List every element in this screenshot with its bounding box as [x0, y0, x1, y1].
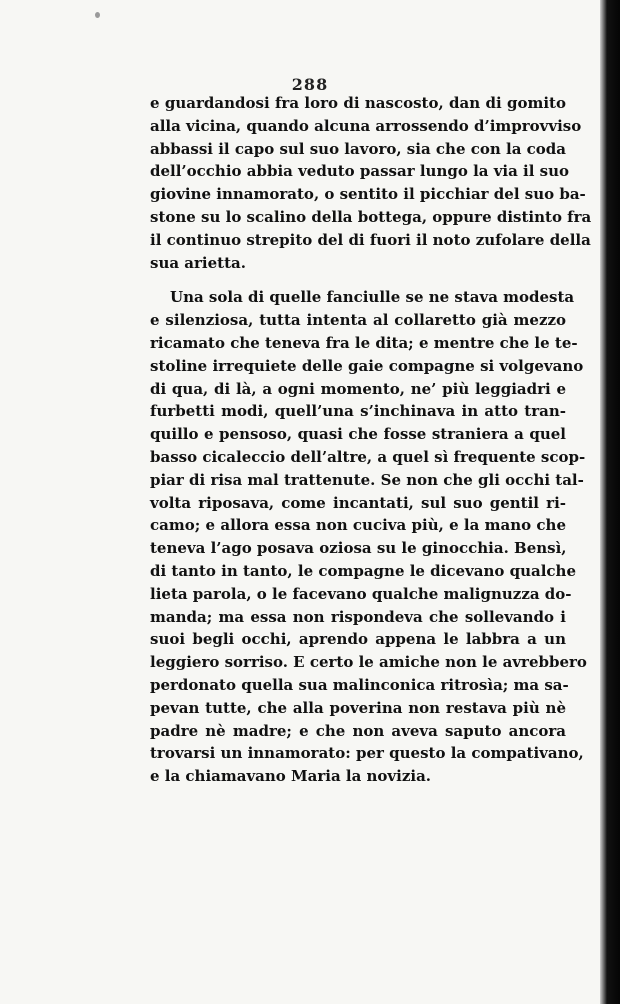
ink-speck	[95, 12, 100, 18]
text-line: ricamato che teneva fra le dita; e mentre che le te-	[150, 333, 578, 352]
text-line: e silenziosa, tutta intenta al collaretto già mezzo	[150, 311, 566, 330]
text-line: furbetti modi, quell’una s’inchinava in atto tran-	[150, 402, 566, 421]
text-line: camo; e allora essa non cuciva più, e la mano che	[150, 516, 566, 535]
text-line: lieta parola, o le facevano qualche malignuzza do-	[150, 584, 572, 603]
text-line: sua arietta.	[150, 253, 246, 272]
text-line: dell’occhio abbia veduto passar lungo la via il suo	[150, 162, 570, 181]
text-line: manda; ma essa non rispondeva che sollevando i	[150, 607, 566, 626]
text-line: il continuo strepito del di fuori il noto zufolare della	[150, 230, 591, 249]
text-line: basso cicaleccio dell’altre, a quel sì frequente scop-	[150, 447, 586, 466]
text-line: e la chiamavano Maria la novizia.	[150, 767, 432, 786]
text-line: e guardandosi fra loro di nascosto, dan di gomito	[150, 94, 566, 112]
text-line: leggiero sorriso. E certo le amiche non le avrebbero	[150, 653, 587, 672]
page-number: 288	[291, 75, 329, 94]
text-line: stoline irrequiete delle gaie compagne si volgevano	[150, 356, 584, 375]
book-spine-edge	[600, 0, 620, 1004]
text-line: di qua, di là, a ogni momento, ne’ più leggiadri e	[150, 379, 566, 398]
text-line: volta riposava, come incantati, sul suo gentil ri-	[150, 493, 566, 512]
text-line: piar di risa mal trattenute. Se non che gli occhi tal-	[150, 470, 584, 489]
text-line: suoi begli occhi, aprendo appena le labbra a un	[150, 630, 566, 649]
text-line: quillo e pensoso, quasi che fosse straniera a quel	[150, 425, 566, 444]
text-line: di tanto in tanto, le compagne le dicevano qualche	[150, 561, 577, 580]
body-text	[150, 92, 592, 788]
text-line: trovarsi un innamorato: per questo la compativano,	[150, 744, 584, 763]
text-line: abbassi il capo sul suo lavoro, sia che con la coda	[150, 139, 566, 158]
text-line: alla vicina, quando alcuna arrossendo d’improvviso	[150, 116, 582, 135]
text-line: stone su lo scalino della bottega, oppure distinto fra	[150, 207, 592, 226]
text-line: pevan tutte, che alla poverina non restava più nè	[150, 698, 566, 717]
paragraph-1	[150, 92, 592, 274]
text-line: teneva l’ago posava oziosa su le ginocchia. Bensì,	[150, 539, 567, 558]
text-line: padre nè madre; e che non aveva saputo ancora	[150, 721, 566, 740]
text-line: giovine innamorato, o sentito il picchiar del suo ba-	[150, 185, 586, 204]
text-line: Una sola di quelle fanciulle se ne stava modesta	[170, 288, 575, 307]
text-line: perdonato quella sua malinconica ritrosìa; ma sa-	[150, 675, 569, 694]
paragraph-2	[150, 286, 587, 788]
